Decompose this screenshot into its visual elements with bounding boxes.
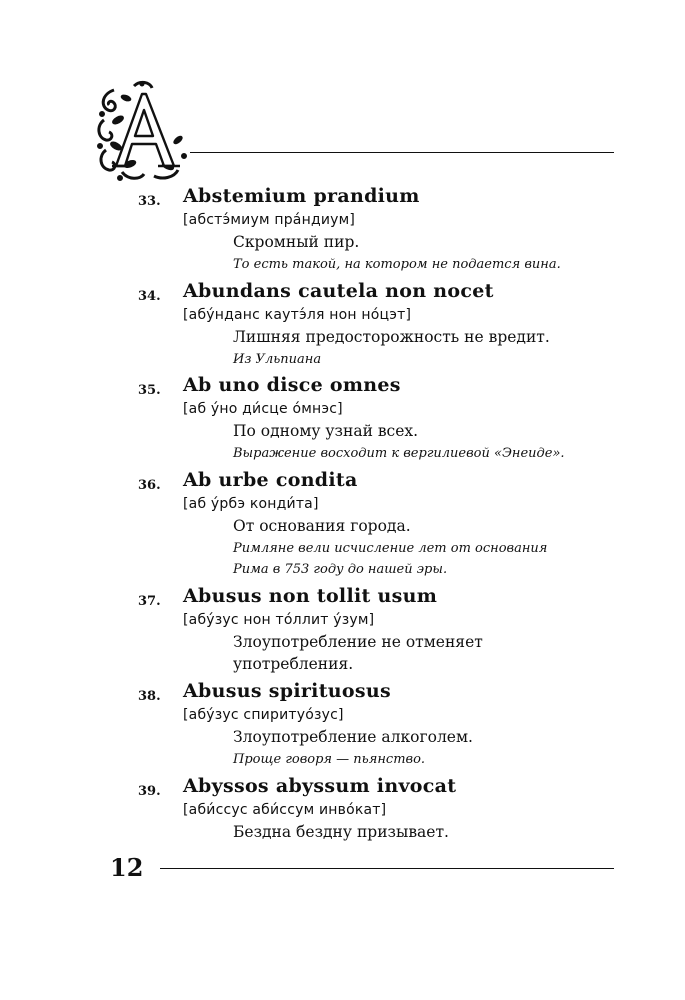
pronunciation: [абстэ́миум пра́ндиум] [183,212,356,228]
translation: По одному узнай всех. [233,422,419,440]
commentary: То есть такой, на котором не подается вина. [233,257,561,272]
pronunciation: [абу́нданс каутэ́ля нон но́цэт] [183,307,412,323]
entry-number: 37. [138,594,161,609]
entry-number: 34. [138,289,161,304]
pronunciation: [аб у́рбэ конди́та] [183,496,319,512]
entry-number: 35. [138,383,161,398]
pronunciation: [абу́зус спиритуо́зус] [183,707,344,723]
pronunciation: [аб у́но ди́сце о́мнэс] [183,401,343,417]
translation: Злоупотребление алкоголем. [233,728,473,746]
latin-phrase: Abusus non tollit usum [183,585,438,607]
latin-phrase: Abusus spirituosus [183,680,391,702]
entry-number: 39. [138,784,161,799]
latin-phrase: Ab urbe condita [183,469,358,491]
translation: Злоупотребление не отменяет [233,633,483,651]
commentary: Проще говоря — пьянство. [233,752,426,767]
entry-number: 36. [138,478,161,493]
page-number: 12 [110,853,144,882]
latin-phrase: Abstemium prandium [183,185,420,207]
entry-number: 38. [138,689,161,704]
commentary: Из Ульпиана [233,352,322,367]
latin-phrase: Abundans cautela non nocet [183,280,494,302]
translation: Лишняя предосторожность не вредит. [233,328,550,346]
commentary: Римляне вели исчисление лет от основания [233,541,548,556]
translation: Скромный пир. [233,233,360,251]
translation: Бездна бездну призывает. [233,823,449,841]
commentary-line-2: Рима в 753 году до нашей эры. [233,562,448,577]
pronunciation: [аби́ссус аби́ссум инво́кат] [183,802,387,818]
pronunciation: [абу́зус нон то́ллит у́зум] [183,612,375,628]
commentary: Выражение восходит к вергилиевой «Энеиде». [233,446,565,461]
latin-phrase: Abyssos abyssum invocat [183,775,457,797]
translation: От основания города. [233,517,411,535]
translation-line-2: употребления. [233,655,354,673]
footer-rule [160,868,614,869]
entry-number: 33. [138,194,161,209]
latin-phrase: Ab uno disce omnes [183,374,401,396]
